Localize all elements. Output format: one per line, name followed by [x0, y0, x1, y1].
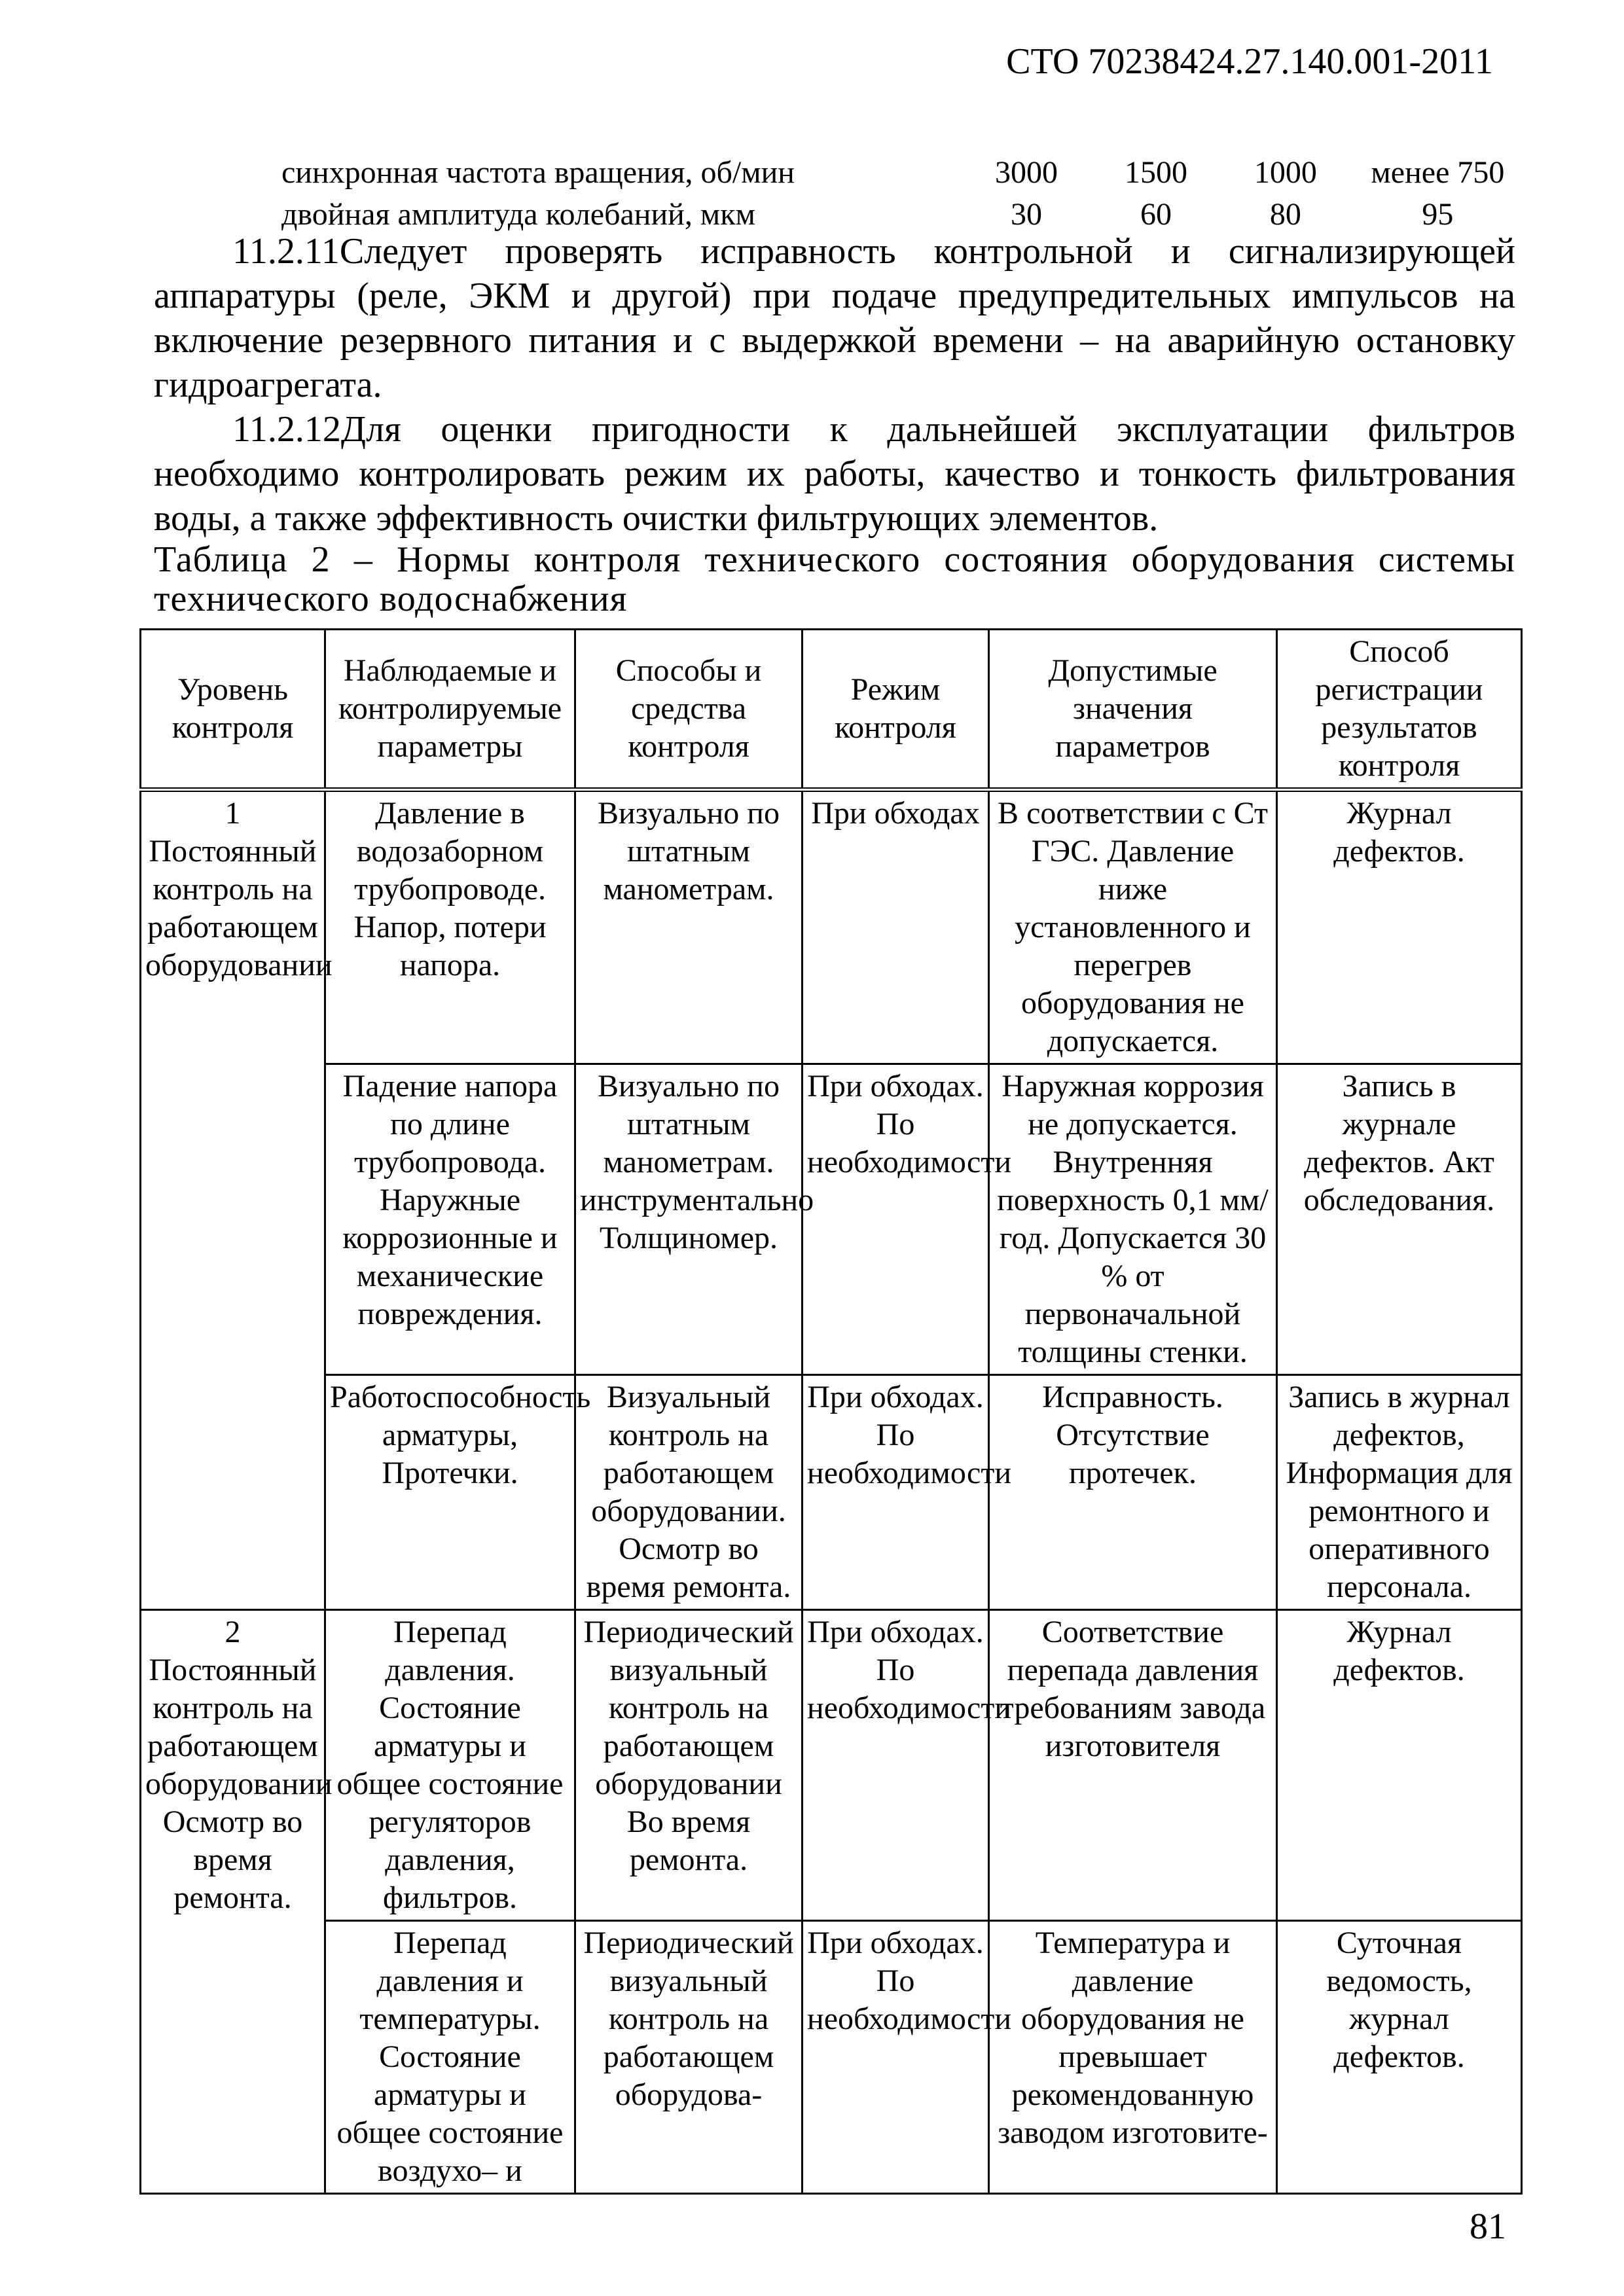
table-row	[141, 1375, 1522, 1610]
table-cell: При обходах. По необходимости	[803, 1610, 989, 1921]
table-cell: При обходах. По необходимости	[803, 1375, 989, 1610]
table-cell: Исправность. Отсутствие протечек.	[989, 1375, 1277, 1610]
table-row	[141, 1064, 1522, 1375]
table-cell: Перепад давления и температуры. Состояние арматуры и общее состояние воздухо– и	[325, 1921, 575, 2194]
vibration-label: синхронная частота вращения, об/мин	[281, 155, 795, 190]
norms-table	[139, 628, 1523, 2195]
column-header: Наблюдаемые и контролируемые параметры	[325, 630, 575, 790]
vibration-value: 95	[1422, 197, 1454, 232]
table-cell: Визуальный контроль на работающем оборудовании. Осмотр во время ремонта.	[575, 1375, 803, 1610]
table-cell: Визуально по штатным манометрам. инструментально Толщиномер.	[575, 1064, 803, 1375]
table-cell: Периодический визуальный контроль на работающем оборудовании Во время ремонта.	[575, 1610, 803, 1921]
column-header: Способ регистрации результатов контроля	[1277, 630, 1522, 790]
vibration-row-speed	[281, 152, 1525, 194]
table-header-row	[141, 630, 1522, 790]
vibration-norms	[281, 152, 1525, 236]
table-caption: Таблица 2 – Нормы контроля технического состояния оборудования системы технического водоснабжения	[154, 539, 1515, 619]
column-header: Допустимые значения параметров	[989, 630, 1277, 790]
column-header: Режим контроля	[803, 630, 989, 790]
table-row	[141, 1921, 1522, 2194]
table-cell: Падение напора по длине трубопровода. Наружные коррозионные и механические повреждения.	[325, 1064, 575, 1375]
table-cell: В соответствии с Ст ГЭС. Давление ниже установленного и перегрев оборудования не допускается.	[989, 790, 1277, 1064]
paragraph-11-2-12	[154, 407, 1515, 541]
table-cell: При обходах. По необходимости	[803, 1921, 989, 2194]
vibration-label: двойная амплитуда колебаний, мкм	[281, 197, 755, 232]
table-cell: Журнал дефектов.	[1277, 790, 1522, 1064]
table-cell: Перепад давления. Состояние арматуры и общее состояние регуляторов давления, фильтров.	[325, 1610, 575, 1921]
table-cell: Визуально по штатным манометрам.	[575, 790, 803, 1064]
paragraph-text: 11.2.11Следует проверять исправность контрольной и сигнализирующей аппаратуры (реле, ЭКМ и другой) при подаче предупредительных импульсов на включение резервного питания и с выдержкой времени – на аварийную остановку гидроагрегата.	[154, 231, 1515, 405]
paragraph-text: 11.2.12Для оценки пригодности к дальнейшей эксплуатации фильтров необходимо контролировать режим их работы, качество и тонкость фильтрования воды, а также эффективность очистки фильтрующих элементов.	[154, 409, 1515, 539]
table-cell: Периодический визуальный контроль на работающем оборудова-	[575, 1921, 803, 2194]
vibration-value: 30	[1011, 197, 1043, 232]
control-level-cell: 1 Постоянный контроль на работающем оборудовании	[141, 790, 325, 1610]
table-cell: Давление в водозаборном трубопроводе. Напор, потери напора.	[325, 790, 575, 1064]
table-cell: Соответствие перепада давления требованиям завода изготовителя	[989, 1610, 1277, 1921]
page-number: 81	[1470, 2206, 1506, 2247]
vibration-value: 60	[1140, 197, 1172, 232]
vibration-value: 3000	[995, 155, 1058, 190]
table-cell: При обходах	[803, 790, 989, 1064]
table-cell: При обходах. По необходимости	[803, 1064, 989, 1375]
table-row	[141, 790, 1522, 1064]
table-cell: Запись в журнале дефектов. Акт обследования.	[1277, 1064, 1522, 1375]
column-header: Уровень контроля	[141, 630, 325, 790]
paragraph-11-2-11	[154, 229, 1515, 407]
vibration-value: 80	[1269, 197, 1301, 232]
control-level-cell: 2 Постоянный контроль на работающем оборудовании Осмотр во время ремонта.	[141, 1610, 325, 2194]
column-header: Способы и средства контроля	[575, 630, 803, 790]
table-row	[141, 1610, 1522, 1921]
table-cell: Работоспособность арматуры, Протечки.	[325, 1375, 575, 1610]
table-cell: Запись в журнал дефектов, Информация для ремонтного и оперативного персонала.	[1277, 1375, 1522, 1610]
vibration-value: 1500	[1124, 155, 1187, 190]
table-cell: Журнал дефектов.	[1277, 1610, 1522, 1921]
table-cell: Температура и давление оборудования не превышает рекомендованную заводом изготовите-	[989, 1921, 1277, 2194]
table-cell: Наружная коррозия не допускается. Внутренняя поверхность 0,1 мм/год. Допускается 30 % от первоначальной толщины стенки.	[989, 1064, 1277, 1375]
vibration-value: 1000	[1254, 155, 1317, 190]
document-code: СТО 70238424.27.140.001-2011	[1006, 41, 1493, 82]
table-cell: Суточная ведомость, журнал дефектов.	[1277, 1921, 1522, 2194]
vibration-value: менее 750	[1371, 155, 1505, 190]
